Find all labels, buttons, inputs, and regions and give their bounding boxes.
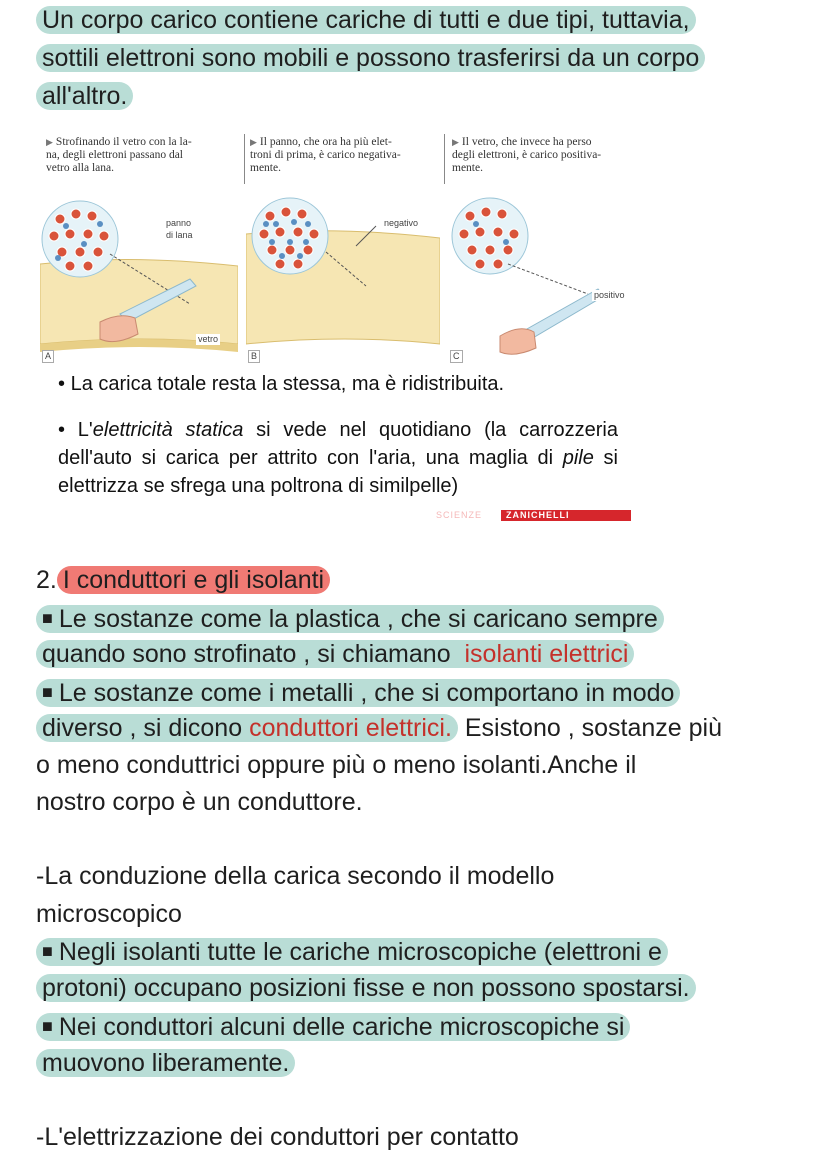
term-isolanti: isolanti elettrici [464,640,629,668]
bullet-dot-icon: • [58,419,66,441]
caption-divider [244,134,245,184]
panel-c-illustration [448,194,636,364]
square-bullet-icon: ■ [42,941,53,961]
label-panno: panno [166,218,192,228]
caption-divider [444,134,445,184]
panel-a [40,194,238,364]
panel-label-c: C [450,350,463,363]
intro-line-1: Un corpo carico contiene cariche di tutti e due tipi, tuttavia, [36,2,696,38]
label-di-lana: di lana [166,230,193,240]
s2-p2-line-4: nostro corpo è un conduttore. [36,788,363,816]
s3-b1-line-1: ■ Negli isolanti tutte le cariche microscopiche (elettroni e [36,933,668,970]
caption-marker-icon: ▶ [452,137,459,147]
section-2-title: 2. I conduttori e gli isolanti [36,562,330,598]
panel-b [246,194,440,364]
label-vetro: vetro [198,334,219,344]
caption-marker-icon: ▶ [250,137,257,147]
s3-heading-line-2: microscopico [36,900,182,928]
label-negativo: negativo [384,218,419,228]
caption-c: ▶ Il vetro, che invece ha perso degli elettroni, è carico positiva- mente. [452,136,602,174]
textbook-figure [36,130,636,522]
square-bullet-icon: ■ [42,682,53,702]
publisher-brand: ZANICHELLI [506,510,570,520]
square-bullet-icon: ■ [42,1016,53,1036]
panel-c [448,194,636,364]
bullet-dot-icon: • [58,373,66,395]
s2-p2-line-1: ■ Le sostanze come i metalli , che si comportano in modo [36,674,680,711]
s3-heading-line-1: -La conduzione della carica secondo il modello [36,862,555,890]
square-bullet-icon: ■ [42,608,53,628]
figure-bullet-1: • La carica totale resta la stessa, ma è ridistribuita. [58,373,505,395]
s2-p2-line-2: diverso , si dicono conduttori elettrici. Esistono , sostanze più [36,710,722,746]
copyright-mark [46,513,47,518]
intro-line-2: sottili elettroni sono mobili e possono trasferirsi da un corpo [36,40,705,76]
s3-b2-line-2: muovono liberamente. [36,1045,295,1081]
figure-bullet-2: • L'elettricità statica si vede nel quotidiano (la carrozzeria dell'auto si carica per attrito con l'aria, una maglia di pile si elettrizza se sfrega una poltrona di similpelle) [58,419,619,497]
s2-p1-line-1: ■ Le sostanze come la plastica , che si caricano sempre [36,600,664,637]
label-positivo: positivo [594,290,625,300]
caption-marker-icon: ▶ [46,137,53,147]
caption-b: ▶ Il panno, che ora ha più elet- troni di prima, è carico negativa- mente. [250,136,401,174]
s3-b2-line-1: ■ Nei conduttori alcuni delle cariche microscopiche si [36,1008,630,1045]
s2-p1-line-2: quando sono strofinato , si chiamano isolanti elettrici [36,636,634,672]
panel-label-a: A [42,350,54,363]
footer-scienze: SCIENZE [436,510,483,520]
term-conduttori: conduttori elettrici. [249,714,452,742]
panel-label-b: B [248,350,260,363]
intro-line-3: all'altro. [36,78,133,114]
caption-a: ▶ Strofinando il vetro con la la- na, degli elettroni passano dal vetro alla lana. [46,136,192,174]
s4-heading: -L'elettrizzazione dei conduttori per contatto [36,1123,519,1151]
s2-p2-line-3: o meno conduttrici oppure più o meno isolanti.Anche il [36,751,637,779]
s3-b1-line-2: protoni) occupano posizioni fisse e non possono spostarsi. [36,970,696,1006]
